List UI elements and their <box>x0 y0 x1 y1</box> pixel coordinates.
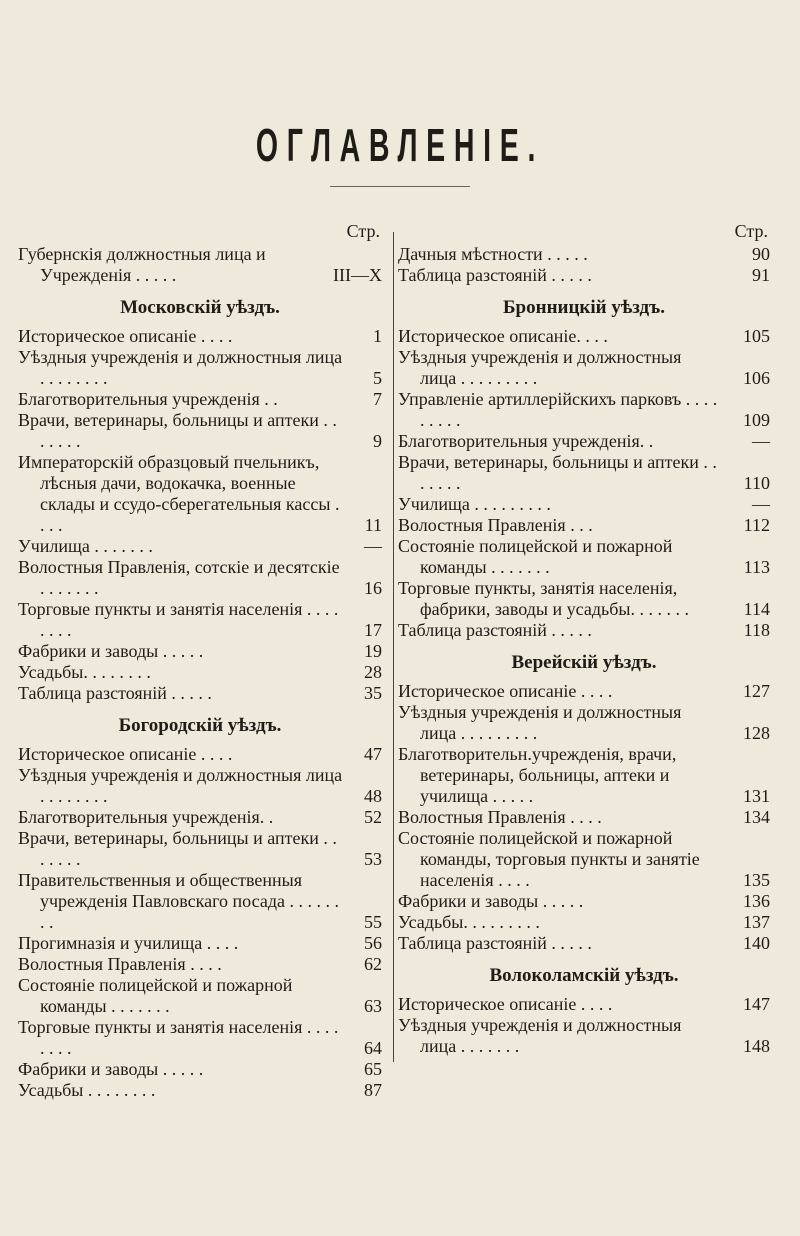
toc-entry-page: 52 <box>364 807 382 827</box>
toc-entry-page: 5 <box>373 368 382 388</box>
toc-entry <box>398 933 770 954</box>
toc-entry <box>18 828 382 870</box>
toc-entry <box>18 452 382 536</box>
section-title: Богородскій уѣздъ. <box>118 715 282 736</box>
toc-entry-text: Историческое описаніе . . . . <box>18 744 233 764</box>
left-sections <box>18 294 382 1101</box>
section-title: Бронницкій уѣздъ. <box>503 297 665 318</box>
toc-entry-text: Историческое описаніе . . . . <box>18 326 233 346</box>
toc-entry <box>18 765 382 807</box>
toc-entry <box>398 326 770 347</box>
toc-entry <box>18 244 382 286</box>
toc-entry <box>398 681 770 702</box>
toc-entry <box>18 599 382 641</box>
right-intro <box>398 244 770 286</box>
left-intro <box>18 244 382 286</box>
toc-entry <box>18 347 382 389</box>
toc-entry-page: 48 <box>364 786 382 806</box>
toc-entry-text: Управленіе артиллерійскихъ парковъ . . . . . . . . . <box>398 389 718 430</box>
toc-entry <box>398 912 770 933</box>
toc-entry-page: 109 <box>743 410 770 430</box>
toc-entry-text: Таблица разстояній . . . . . <box>18 683 212 703</box>
title-divider <box>330 186 470 187</box>
toc-entry <box>18 870 382 933</box>
toc-entry-page: 53 <box>364 849 382 869</box>
toc-entry-text: Уѣздныя учрежденія и должностныя лица . . . . . . . . . <box>398 347 682 388</box>
toc-entry-page: 128 <box>743 723 770 743</box>
toc-entry <box>398 807 770 828</box>
toc-entry <box>398 515 770 536</box>
toc-entry-page: 112 <box>743 515 770 535</box>
toc-entry-page: 134 <box>743 807 770 827</box>
toc-entry <box>398 828 770 891</box>
toc-entry-text: Училища . . . . . . . . . <box>398 494 551 514</box>
toc-entry <box>18 662 382 683</box>
toc-entry <box>398 494 770 515</box>
toc-entry <box>18 557 382 599</box>
toc-entry-text: Врачи, ветеринары, больницы и аптеки . . . . . . . <box>398 452 717 493</box>
toc-entry-text: Усадьбы. . . . . . . . . <box>398 912 540 932</box>
toc-entry-text: Состояніе полицейской и пожарной команды . . . . . . . <box>18 975 293 1016</box>
toc-entry-page: 106 <box>743 368 770 388</box>
toc-entry-page: 140 <box>743 933 770 953</box>
toc-entry-page: 147 <box>743 994 770 1014</box>
toc-entry-text: Благотворительныя учрежденія . . <box>18 389 278 409</box>
toc-entry-page: — <box>364 536 382 556</box>
toc-entry <box>398 244 770 265</box>
toc-entry-page: 127 <box>743 681 770 701</box>
toc-entry <box>398 452 770 494</box>
toc-entry-text: Таблица разстояній . . . . . <box>398 620 592 640</box>
toc-entry-page: 28 <box>364 662 382 682</box>
toc-entry <box>398 1015 770 1057</box>
toc-entry-page: 1 <box>373 326 382 346</box>
toc-entry <box>18 933 382 954</box>
toc-entry-text: Волостныя Правленія, сотскіе и десятскіе . . . . . . . <box>18 557 340 598</box>
toc-entry-text: Благотворительныя учрежденія. . <box>18 807 274 827</box>
toc-entry <box>398 265 770 286</box>
toc-entry <box>18 410 382 452</box>
right-sections <box>398 294 770 1057</box>
toc-entry <box>398 702 770 744</box>
toc-entry-text: Торговые пункты, занятія населенія, фабрики, заводы и усадьбы. . . . . . . <box>398 578 689 619</box>
toc-entry-text: Благотворительн.учрежденія, врачи, ветеринары, больницы, аптеки и училища . . . . . <box>398 744 677 806</box>
toc-entry-page: 7 <box>373 389 382 409</box>
toc-entry-page: 55 <box>364 912 382 932</box>
toc-entry <box>18 683 382 704</box>
toc-entry <box>18 536 382 557</box>
toc-entry-page: 19 <box>364 641 382 661</box>
page-column-header: Стр. <box>734 221 768 241</box>
toc-entry-text: Состояніе полицейской и пожарной команды . . . . . . . <box>398 536 673 577</box>
right-column <box>398 218 770 1057</box>
toc-entry-text: Уѣздныя учрежденія и должностныя лица . . . . . . . . . <box>398 702 682 743</box>
toc-entry-text: Прогимназія и училища . . . . <box>18 933 239 953</box>
toc-entry-text: Таблица разстояній . . . . . <box>398 265 592 285</box>
toc-entry <box>18 954 382 975</box>
toc-entry-page: 90 <box>752 244 770 264</box>
toc-entry <box>398 994 770 1015</box>
toc-entry <box>398 389 770 431</box>
toc-entry-page: 16 <box>364 578 382 598</box>
toc-entry-text: Фабрики и заводы . . . . . <box>18 1059 204 1079</box>
section-title: Волоколамскій уѣздъ. <box>489 965 679 986</box>
toc-entry-text: Дачныя мѣстности . . . . . <box>398 244 588 264</box>
toc-entry-text: Историческое описаніе. . . . <box>398 326 608 346</box>
toc-entry-text: Волостныя Правленія . . . . <box>398 807 602 827</box>
toc-entry-text: Правительственныя и общественныя учрежденія Павловскаго посада . . . . . . . . <box>18 870 339 932</box>
toc-entry <box>18 389 382 410</box>
toc-entry <box>18 807 382 828</box>
toc-entry <box>398 891 770 912</box>
toc-entry-text: Императорскій образцовый пчельникъ, лѣсныя дачи, водокачка, военные склады и ссудо-сберегательныя кассы . . . . <box>18 452 340 535</box>
toc-entry-page: 136 <box>743 891 770 911</box>
toc-entry <box>18 1017 382 1059</box>
toc-entry-page: 47 <box>364 744 382 764</box>
page-title: ОГЛАВЛЕНІЕ. <box>255 119 545 171</box>
toc-entry-page: 56 <box>364 933 382 953</box>
toc-entry <box>398 536 770 578</box>
toc-entry-page: — <box>752 431 770 451</box>
toc-entry-text: Уѣздныя учрежденія и должностныя лица . . . . . . . <box>398 1015 682 1056</box>
toc-entry <box>398 347 770 389</box>
toc-entry-page: 114 <box>743 599 770 619</box>
toc-entry-text: Уѣздныя учрежденія и должностныя лица . . . . . . . . <box>18 765 343 806</box>
toc-entry-page: 17 <box>364 620 382 640</box>
toc-entry-text: Фабрики и заводы . . . . . <box>398 891 584 911</box>
toc-entry <box>398 620 770 641</box>
toc-entry-text: Торговые пункты и занятія населенія . . . . . . . . <box>18 599 339 640</box>
toc-entry-page: 35 <box>364 683 382 703</box>
toc-entry-page: 63 <box>364 996 382 1016</box>
toc-entry <box>18 975 382 1017</box>
toc-entry <box>398 578 770 620</box>
toc-entry-page: 64 <box>364 1038 382 1058</box>
toc-entry-text: Уѣздныя учрежденія и должностныя лица . . . . . . . . <box>18 347 343 388</box>
toc-entry <box>18 1059 382 1080</box>
toc-entry <box>398 744 770 807</box>
section-title: Московскій уѣздъ. <box>120 297 280 318</box>
toc-entry-page: 87 <box>364 1080 382 1100</box>
toc-entry-page: 91 <box>752 265 770 285</box>
toc-entry-page: 62 <box>364 954 382 974</box>
toc-entry-text: Благотворительныя учрежденія. . <box>398 431 654 451</box>
toc-entry-text: Фабрики и заводы . . . . . <box>18 641 204 661</box>
toc-entry <box>18 641 382 662</box>
toc-entry-page: 11 <box>364 515 382 535</box>
toc-entry-text: Волостныя Правленія . . . . <box>18 954 222 974</box>
toc-entry-text: Состояніе полицейской и пожарной команды, торговыя пункты и занятіе населенія . . . . <box>398 828 700 890</box>
toc-entry <box>18 326 382 347</box>
toc-entry-page: III—X <box>333 265 382 285</box>
toc-entry-page: — <box>752 494 770 514</box>
toc-entry-page: 118 <box>743 620 770 640</box>
toc-entry-page: 65 <box>364 1059 382 1079</box>
page-column-header: Стр. <box>346 221 380 241</box>
toc-entry-text: Историческое описаніе . . . . <box>398 681 613 701</box>
left-column <box>18 218 382 1101</box>
toc-entry <box>18 744 382 765</box>
toc-entry-page: 135 <box>743 870 770 890</box>
toc-entry-page: 148 <box>743 1036 770 1056</box>
toc-entry-text: Торговые пункты и занятія населенія . . . . . . . . <box>18 1017 339 1058</box>
toc-entry-text: Училища . . . . . . . <box>18 536 153 556</box>
toc-entry-page: 137 <box>743 912 770 932</box>
section-title: Верейскій уѣздъ. <box>511 652 657 673</box>
toc-entry-text: Таблица разстояній . . . . . <box>398 933 592 953</box>
toc-entry <box>18 1080 382 1101</box>
toc-entry <box>398 431 770 452</box>
toc-entry-page: 131 <box>743 786 770 806</box>
column-divider <box>393 232 394 1062</box>
toc-entry-text: Губернскія должностныя лица и Учрежденія . . . . . <box>18 244 266 285</box>
toc-entry-page: 113 <box>743 557 770 577</box>
toc-entry-text: Волостныя Правленія . . . <box>398 515 593 535</box>
toc-entry-text: Врачи, ветеринары, больницы и аптеки . . . . . . . <box>18 828 337 869</box>
toc-entry-page: 105 <box>743 326 770 346</box>
toc-entry-text: Историческое описаніе . . . . <box>398 994 613 1014</box>
toc-entry-page: 110 <box>743 473 770 493</box>
toc-entry-text: Усадьбы . . . . . . . . <box>18 1080 156 1100</box>
toc-entry-text: Врачи, ветеринары, больницы и аптеки . . . . . . . <box>18 410 337 451</box>
toc-entry-text: Усадьбы. . . . . . . . <box>18 662 151 682</box>
toc-entry-page: 9 <box>373 431 382 451</box>
